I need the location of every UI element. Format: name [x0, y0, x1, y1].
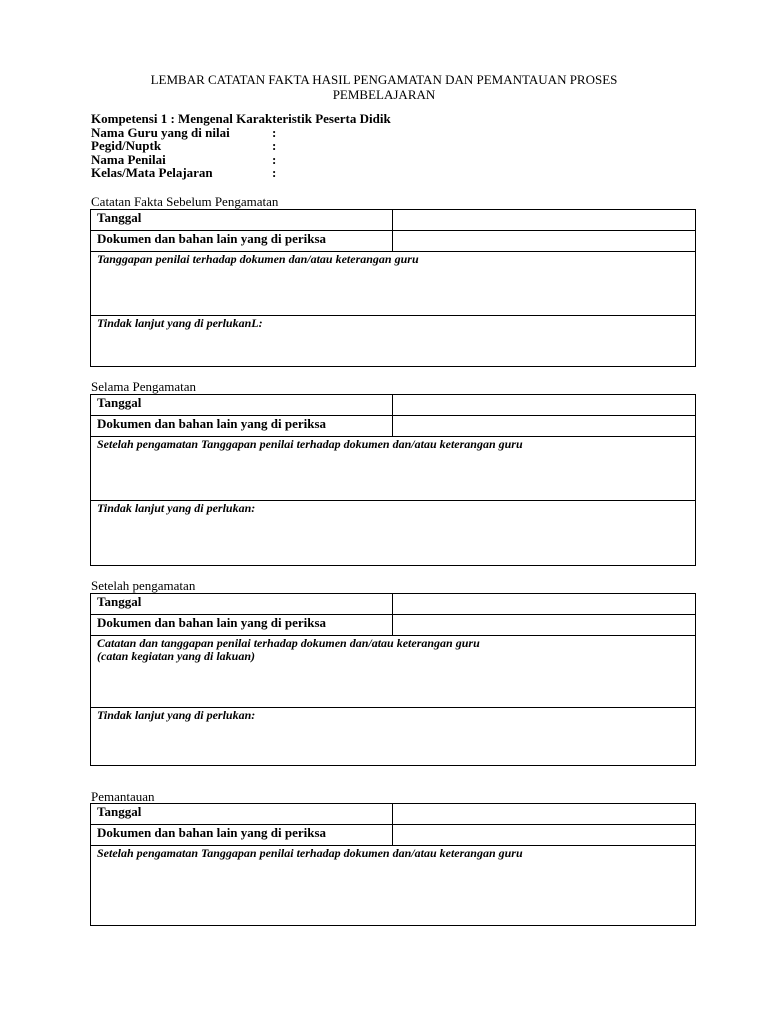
table-pemantauan [90, 803, 696, 926]
title-line-1: LEMBAR CATATAN FAKTA HASIL PENGAMATAN DAN PEMANTAUAN PROSES [150, 72, 618, 87]
table-sebelum-pengamatan [90, 209, 696, 367]
tanggapan-label: Setelah pengamatan Tanggapan penilai terhadap dokumen dan/atau keterangan guru [97, 437, 523, 451]
input-tanggal[interactable] [393, 210, 695, 230]
row-tanggal [91, 594, 695, 615]
row-dokumen [91, 231, 695, 252]
row-dokumen [91, 416, 695, 437]
title-line-2: PEMBELAJARAN [332, 87, 436, 102]
field-label: Kelas/Mata Pelajaran [91, 165, 213, 181]
tindak-lanjut-label: Tindak lanjut yang di perlukanL: [97, 316, 263, 330]
field-separator: : [272, 151, 277, 167]
row-tanggal [91, 804, 695, 825]
field-tanggapan[interactable] [91, 636, 695, 708]
section-title-sebelum: Catatan Fakta Sebelum Pengamatan [91, 194, 279, 209]
input-dokumen[interactable] [393, 825, 695, 845]
field-tanggapan[interactable] [91, 437, 695, 501]
row-dokumen [91, 615, 695, 636]
info-row-nama-penilai [91, 153, 391, 167]
field-label: Nama Guru yang di nilai [91, 124, 230, 140]
field-label: Nama Penilai [91, 151, 166, 167]
field-tanggapan[interactable] [91, 252, 695, 316]
label-dokumen: Dokumen dan bahan lain yang di periksa [91, 231, 393, 251]
input-dokumen[interactable] [393, 416, 695, 436]
section-title-selama: Selama Pengamatan [91, 379, 197, 394]
label-tanggal: Tanggal [91, 804, 393, 824]
field-separator: : [272, 165, 277, 181]
label-tanggal: Tanggal [91, 594, 393, 614]
field-separator: : [272, 138, 277, 154]
field-tindak-lanjut[interactable] [91, 316, 695, 366]
tanggapan-label: Tanggapan penilai terhadap dokumen dan/atau keterangan guru [97, 252, 419, 266]
input-tanggal[interactable] [393, 395, 695, 415]
tindak-lanjut-label: Tindak lanjut yang di perlukan: [97, 501, 256, 515]
field-tanggapan[interactable] [91, 846, 695, 925]
kompetensi-label: Kompetensi 1 : Mengenal Karakteristik Peserta Didik [91, 111, 391, 126]
table-setelah-pengamatan [90, 593, 696, 766]
tanggapan-label: Catatan dan tanggapan penilai terhadap dokumen dan/atau keterangan guru [97, 636, 480, 650]
field-tindak-lanjut[interactable] [91, 501, 695, 565]
row-tanggal [91, 395, 695, 416]
info-block [91, 112, 391, 180]
info-row-nama-guru [91, 126, 391, 140]
label-dokumen: Dokumen dan bahan lain yang di periksa [91, 416, 393, 436]
label-tanggal: Tanggal [91, 210, 393, 230]
row-tanggal [91, 210, 695, 231]
label-dokumen: Dokumen dan bahan lain yang di periksa [91, 615, 393, 635]
field-tindak-lanjut[interactable] [91, 708, 695, 765]
section-title-pemantauan: Pemantauan [91, 789, 155, 804]
input-tanggal[interactable] [393, 804, 695, 824]
table-selama-pengamatan [90, 394, 696, 566]
field-label: Pegid/Nuptk [91, 138, 162, 154]
input-tanggal[interactable] [393, 594, 695, 614]
input-dokumen[interactable] [393, 615, 695, 635]
section-title-setelah: Setelah pengamatan [91, 578, 196, 593]
label-dokumen: Dokumen dan bahan lain yang di periksa [91, 825, 393, 845]
tindak-lanjut-label: Tindak lanjut yang di perlukan: [97, 708, 256, 722]
info-row-pegid [91, 139, 391, 153]
field-separator: : [272, 124, 277, 140]
tanggapan-label: Setelah pengamatan Tanggapan penilai terhadap dokumen dan/atau keterangan guru [97, 846, 523, 860]
label-tanggal: Tanggal [91, 395, 393, 415]
row-dokumen [91, 825, 695, 846]
document-title [90, 72, 678, 102]
input-dokumen[interactable] [393, 231, 695, 251]
info-row-kelas [91, 166, 391, 180]
tanggapan-note: (catan kegiatan yang di lakuan) [97, 649, 256, 663]
